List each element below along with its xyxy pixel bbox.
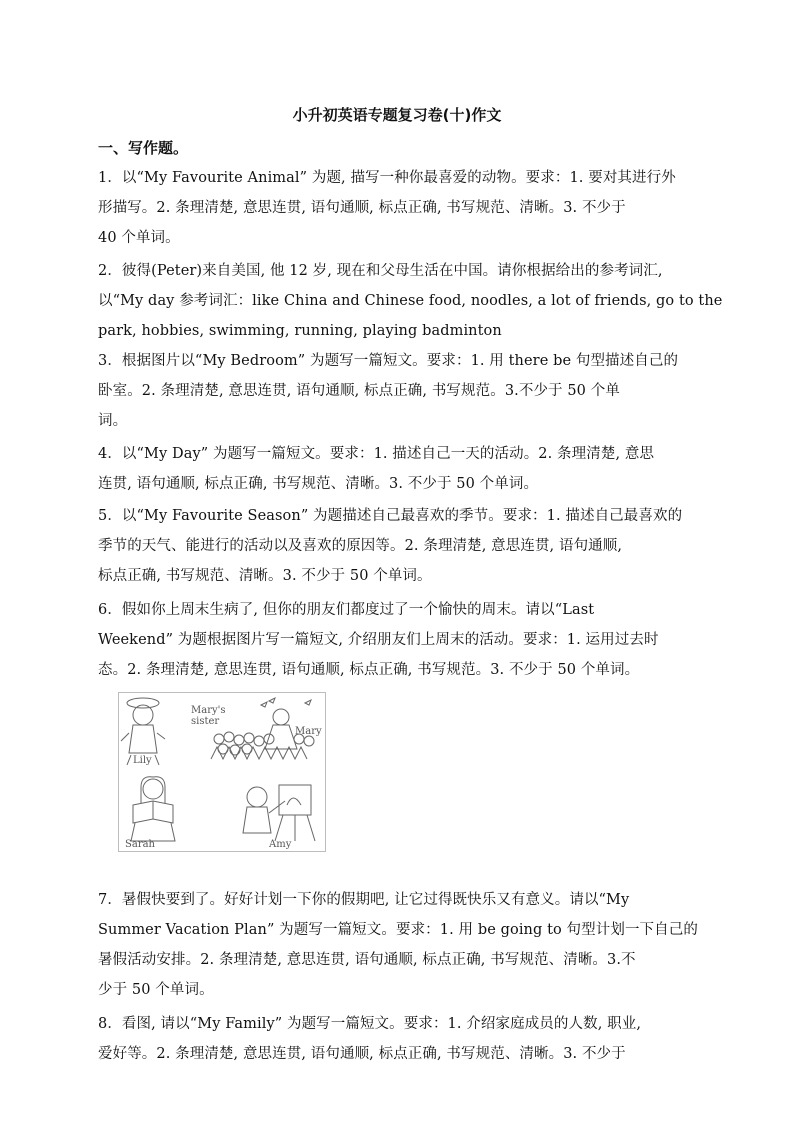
question-line: 态。2. 条理清楚, 意思连贯, 语句通顺, 标点正确, 书写规范。3. 不少于 50 个单词。: [98, 662, 640, 678]
question-line: 词。: [98, 413, 128, 429]
label-marys-sister-line1: Mary's: [191, 705, 226, 716]
question-line: 4．以“My Day” 为题写一篇短文。要求：1. 描述自己一天的活动。2. 条理清楚, 意思: [98, 446, 655, 462]
question-line: 暑假活动安排。2. 条理清楚, 意思连贯, 语句通顺, 标点正确, 书写规范、清晰。3.不: [98, 952, 636, 968]
question-3: [98, 346, 698, 436]
weekend-illustration: [119, 693, 325, 851]
question-line: 7．暑假快要到了。好好计划一下你的假期吧, 让它过得既快乐又有意义。请以“My: [98, 892, 630, 908]
question-line: 爱好等。2. 条理清楚, 意思连贯, 语句通顺, 标点正确, 书写规范、清晰。3. 不少于: [98, 1046, 626, 1062]
label-marys-sister-line2: sister: [191, 716, 220, 727]
question-line: 连贯, 语句通顺, 标点正确, 书写规范、清晰。3. 不少于 50 个单词。: [98, 476, 539, 492]
label-sarah: Sarah: [125, 839, 155, 850]
question-line: 1．以“My Favourite Animal” 为题, 描写一种你最喜爱的动物。要求：1. 要对其进行外: [98, 170, 676, 186]
label-lily: Lily: [133, 755, 152, 766]
question-line: park, hobbies, swimming, running, playing badminton: [98, 323, 502, 339]
question-5: [98, 501, 698, 591]
question-7: [98, 885, 698, 1005]
question-1: [98, 163, 698, 253]
label-mary: Mary: [295, 726, 322, 737]
question-line: 以“My day 参考词汇：like China and Chinese food, noodles, a lot of friends, go to the: [98, 293, 723, 309]
question-line: 形描写。2. 条理清楚, 意思连贯, 语句通顺, 标点正确, 书写规范、清晰。3. 不少于: [98, 200, 626, 216]
weekend-activities-picture: [118, 692, 326, 852]
question-2: [98, 256, 723, 346]
question-line: 卧室。2. 条理清楚, 意思连贯, 语句通顺, 标点正确, 书写规范。3.不少于 50 个单: [98, 383, 620, 399]
label-amy: Amy: [269, 839, 292, 850]
question-line: 标点正确, 书写规范、清晰。3. 不少于 50 个单词。: [98, 568, 432, 584]
question-line: Weekend” 为题根据图片写一篇短文, 介绍朋友们上周末的活动。要求：1. 运用过去时: [98, 632, 659, 648]
question-6: [98, 595, 698, 685]
question-4: [98, 439, 698, 499]
question-line: Summer Vacation Plan” 为题写一篇短文。要求：1. 用 be going to 句型计划一下自己的: [98, 922, 698, 938]
question-line: 3．根据图片以“My Bedroom” 为题写一篇短文。要求：1. 用 there be 句型描述自己的: [98, 353, 679, 369]
question-8: [98, 1009, 698, 1069]
question-line: 少于 50 个单词。: [98, 982, 214, 998]
section-heading: 一、写作题。: [98, 139, 189, 157]
question-line: 5．以“My Favourite Season” 为题描述自己最喜欢的季节。要求：1. 描述自己最喜欢的: [98, 508, 683, 524]
question-line: 季节的天气、能进行的活动以及喜欢的原因等。2. 条理清楚, 意思连贯, 语句通顺,: [98, 538, 623, 554]
question-line: 8．看图, 请以“My Family” 为题写一篇短文。要求：1. 介绍家庭成员的人数, 职业,: [98, 1016, 642, 1032]
question-line: 40 个单词。: [98, 230, 180, 246]
question-line: 6．假如你上周末生病了, 但你的朋友们都度过了一个愉快的周末。请以“Last: [98, 602, 595, 618]
page-title: 小升初英语专题复习卷(十)作文: [292, 106, 502, 124]
question-line: 2．彼得(Peter)来自美国, 他 12 岁, 现在和父母生活在中国。请你根据给出的参考词汇,: [98, 263, 663, 279]
